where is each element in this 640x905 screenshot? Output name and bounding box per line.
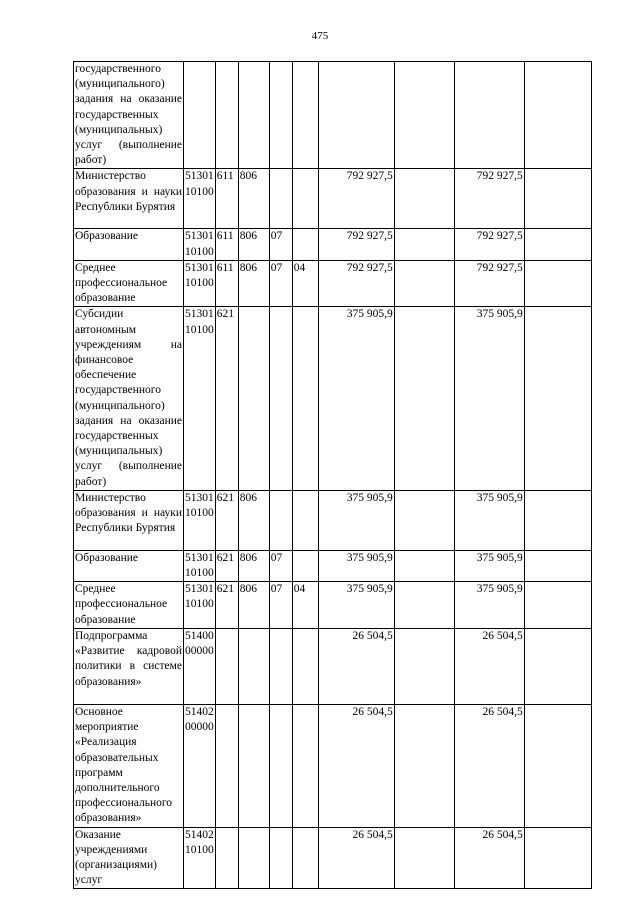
- grbs-cell: [238, 704, 269, 827]
- sum-cell-1: 26 504,5: [318, 704, 394, 827]
- expense-type-cell: [215, 62, 238, 169]
- grbs-cell: 806: [238, 550, 269, 581]
- sum-cell-2: [394, 704, 454, 827]
- sum-cell-4: [524, 827, 591, 889]
- grbs-cell: [238, 628, 269, 704]
- subsection-cell: [292, 229, 318, 260]
- sum-cell-1: 375 905,9: [318, 582, 394, 629]
- subsection-cell: [292, 62, 318, 169]
- sum-cell-4: [524, 704, 591, 827]
- sum-cell-4: [524, 582, 591, 629]
- grbs-cell: [238, 62, 269, 169]
- table-row: [74, 229, 592, 260]
- grbs-cell: 806: [238, 169, 269, 229]
- expense-type-cell: [215, 628, 238, 704]
- sum-cell-2: [394, 62, 454, 169]
- expense-type-cell: 611: [215, 169, 238, 229]
- expense-type-cell: 621: [215, 550, 238, 581]
- sum-cell-2: [394, 229, 454, 260]
- target-article-cell: 51301 10100: [184, 260, 216, 307]
- sum-cell-4: [524, 490, 591, 550]
- expense-type-cell: [215, 827, 238, 889]
- table-row: [74, 582, 592, 629]
- expense-type-cell: 621: [215, 582, 238, 629]
- grbs-cell: 806: [238, 490, 269, 550]
- sum-cell-3: [454, 62, 524, 169]
- sum-cell-1: 375 905,9: [318, 307, 394, 490]
- row-name-cell: Основное мероприятие «Реализация образовательных программ дополнительного профессионального образования»: [74, 704, 184, 827]
- sum-cell-1: 792 927,5: [318, 260, 394, 307]
- sum-cell-2: [394, 582, 454, 629]
- sum-cell-1: [318, 62, 394, 169]
- sum-cell-4: [524, 307, 591, 490]
- target-article-cell: 51400 00000: [184, 628, 216, 704]
- expense-type-cell: [215, 704, 238, 827]
- subsection-cell: [292, 169, 318, 229]
- grbs-cell: [238, 307, 269, 490]
- section-cell: 07: [269, 229, 292, 260]
- grbs-cell: 806: [238, 229, 269, 260]
- sum-cell-2: [394, 827, 454, 889]
- section-cell: 07: [269, 582, 292, 629]
- sum-cell-3: 375 905,9: [454, 490, 524, 550]
- table-row: [74, 62, 592, 169]
- budget-table: [73, 61, 592, 889]
- target-article-cell: 51301 10100: [184, 169, 216, 229]
- row-name-cell: Среднее профессиональное образование: [74, 582, 184, 629]
- sum-cell-1: 792 927,5: [318, 169, 394, 229]
- subsection-cell: [292, 490, 318, 550]
- sum-cell-3: 792 927,5: [454, 260, 524, 307]
- row-name-cell: Подпрограмма «Развитие кадровой политики в системе образования»: [74, 628, 184, 704]
- sum-cell-4: [524, 62, 591, 169]
- row-name-cell: Оказание учреждениями (организациями) услуг: [74, 827, 184, 889]
- sum-cell-3: 26 504,5: [454, 628, 524, 704]
- section-cell: 07: [269, 260, 292, 307]
- row-name-cell: государственного (муниципального) задания на оказание государственных (муниципальных) услуг (выполнение работ): [74, 62, 184, 169]
- target-article-cell: 51301 10100: [184, 582, 216, 629]
- row-name-cell: Министерство образования и науки Республики Бурятия: [74, 490, 184, 550]
- grbs-cell: 806: [238, 582, 269, 629]
- sum-cell-4: [524, 628, 591, 704]
- sum-cell-3: 375 905,9: [454, 307, 524, 490]
- section-cell: [269, 169, 292, 229]
- sum-cell-2: [394, 260, 454, 307]
- table-row: [74, 628, 592, 704]
- sum-cell-3: 375 905,9: [454, 582, 524, 629]
- expense-type-cell: 621: [215, 307, 238, 490]
- expense-type-cell: 621: [215, 490, 238, 550]
- expense-type-cell: 611: [215, 229, 238, 260]
- sum-cell-3: 792 927,5: [454, 229, 524, 260]
- page-number: 475: [311, 30, 329, 42]
- subsection-cell: 04: [292, 260, 318, 307]
- table-row: [74, 260, 592, 307]
- target-article-cell: [184, 62, 216, 169]
- section-cell: [269, 490, 292, 550]
- table-row: [74, 704, 592, 827]
- row-name-cell: Субсидии автономным учреждениям на финансовое обеспечение государственного (муниципального) задания на оказание государственных (муниципальных) услуг (выполнение работ): [74, 307, 184, 490]
- sum-cell-3: 792 927,5: [454, 169, 524, 229]
- expense-type-cell: 611: [215, 260, 238, 307]
- sum-cell-2: [394, 550, 454, 581]
- sum-cell-1: 26 504,5: [318, 827, 394, 889]
- sum-cell-3: 26 504,5: [454, 827, 524, 889]
- sum-cell-1: 792 927,5: [318, 229, 394, 260]
- table-row: [74, 490, 592, 550]
- sum-cell-3: 26 504,5: [454, 704, 524, 827]
- row-name-cell: Образование: [74, 229, 184, 260]
- row-name-cell: Образование: [74, 550, 184, 581]
- table-row: [74, 550, 592, 581]
- sum-cell-2: [394, 169, 454, 229]
- section-cell: [269, 62, 292, 169]
- target-article-cell: 51301 10100: [184, 307, 216, 490]
- section-cell: [269, 307, 292, 490]
- row-name-cell: Среднее профессиональное образование: [74, 260, 184, 307]
- grbs-cell: [238, 827, 269, 889]
- table-row: [74, 827, 592, 889]
- section-cell: [269, 827, 292, 889]
- target-article-cell: 51402 00000: [184, 704, 216, 827]
- sum-cell-1: 26 504,5: [318, 628, 394, 704]
- subsection-cell: [292, 628, 318, 704]
- target-article-cell: 51301 10100: [184, 490, 216, 550]
- row-name-cell: Министерство образования и науки Республики Бурятия: [74, 169, 184, 229]
- sum-cell-2: [394, 307, 454, 490]
- sum-cell-2: [394, 490, 454, 550]
- sum-cell-4: [524, 229, 591, 260]
- subsection-cell: 04: [292, 582, 318, 629]
- sum-cell-4: [524, 550, 591, 581]
- section-cell: [269, 628, 292, 704]
- table-body: [74, 62, 592, 889]
- subsection-cell: [292, 550, 318, 581]
- sum-cell-4: [524, 169, 591, 229]
- target-article-cell: 51402 10100: [184, 827, 216, 889]
- target-article-cell: 51301 10100: [184, 550, 216, 581]
- section-cell: [269, 704, 292, 827]
- subsection-cell: [292, 307, 318, 490]
- sum-cell-4: [524, 260, 591, 307]
- table-row: [74, 169, 592, 229]
- subsection-cell: [292, 827, 318, 889]
- subsection-cell: [292, 704, 318, 827]
- section-cell: 07: [269, 550, 292, 581]
- sum-cell-1: 375 905,9: [318, 490, 394, 550]
- sum-cell-2: [394, 628, 454, 704]
- sum-cell-3: 375 905,9: [454, 550, 524, 581]
- target-article-cell: 51301 10100: [184, 229, 216, 260]
- grbs-cell: 806: [238, 260, 269, 307]
- sum-cell-1: 375 905,9: [318, 550, 394, 581]
- table-row: [74, 307, 592, 490]
